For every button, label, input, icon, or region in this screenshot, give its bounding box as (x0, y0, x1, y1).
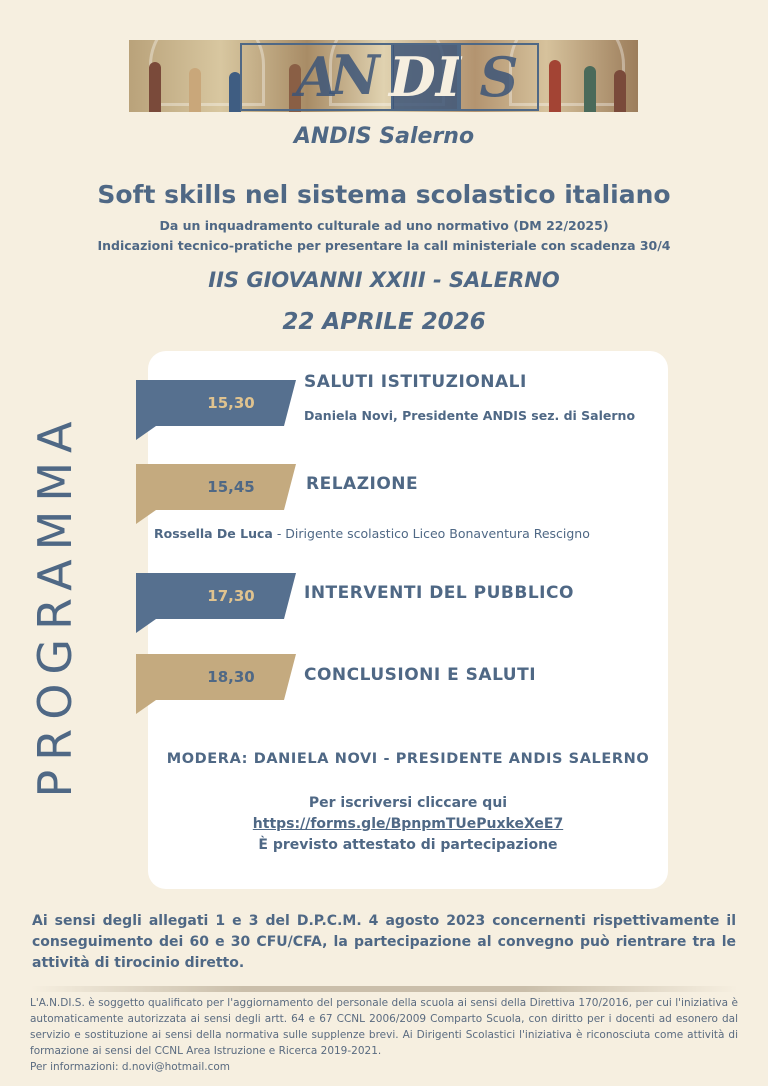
header-banner (129, 40, 638, 112)
program-title-1: SALUTI ISTITUZIONALI (304, 372, 527, 392)
program-role-1: Daniela Novi, Presidente ANDIS sez. di Salerno (304, 408, 636, 423)
event-subtitle-2: Indicazioni tecnico-pratiche per presentare la call ministeriale con scadenza 30/4 (97, 238, 671, 253)
time-tag-4 (136, 654, 296, 714)
footer (30, 995, 738, 1075)
footer-text: L'A.N.DI.S. è soggetto qualificato per l'aggiornamento del personale della scuola ai sensi della Direttiva 170/2016, per cui l'iniziativa è automaticamente autorizzata ai sensi degli artt. 64 e 67 CCNL 2006/2009 Comparto Scuola, con diritto per i docenti ad esonero dal servizio e sostituzione ai sensi della normativa sulle supplenze brevi. Ai Dirigenti Scolastici l'iniziativa è riconosciuta come attività di formazione ai sensi del CCNL Area Istruzione e Ricerca 2019-2021. (30, 997, 738, 1057)
program-speaker-line-2 (154, 526, 590, 541)
programma-label: PROGRAMMA (28, 412, 82, 798)
logo-letter-s: S (459, 43, 539, 111)
registration-prompt: Per iscriversi cliccare qui (308, 795, 508, 811)
certificate-note: È previsto attestato di partecipazione (258, 837, 558, 853)
tirocinio-notice: Ai sensi degli allegati 1 e 3 del D.P.C.M. 4 agosto 2023 concernenti rispettivamente il conseguimento dei 60 e 30 CFU/CFA, la partecipazione al convegno può rientrare tra le attività di tirocinio diretto. (32, 913, 736, 971)
event-place: IIS GIOVANNI XXIII - SALERNO (208, 268, 560, 292)
program-title-3: INTERVENTI DEL PUBBLICO (304, 583, 574, 603)
moderator: MODERA: DANIELA NOVI - PRESIDENTE ANDIS SALERNO (166, 751, 650, 767)
logo-letter-n: N (330, 43, 380, 107)
logo-letter-a: A (240, 43, 394, 111)
event-subtitle-1: Da un inquadramento culturale ad uno normativo (DM 22/2025) (159, 218, 609, 233)
program-time-3: 17,30 (207, 587, 255, 605)
time-tag-3 (136, 573, 296, 633)
program-role-2: - Dirigente scolastico Liceo Bonaventura Rescigno (272, 526, 590, 541)
event-date: 22 APRILE 2026 (282, 309, 486, 335)
program-time-1: 15,30 (207, 394, 255, 412)
event-title: Soft skills nel sistema scolastico italiano (97, 180, 671, 209)
program-speaker-2: Rossella De Luca (154, 526, 273, 541)
footer-contact: Per informazioni: d.novi@hotmail.com (30, 1061, 231, 1073)
program-title-4: CONCLUSIONI E SALUTI (304, 665, 537, 685)
time-tag-2 (136, 464, 296, 524)
program-title-2: RELAZIONE (306, 474, 419, 494)
time-tag-1 (136, 380, 296, 440)
organization-name: ANDIS Salerno (293, 124, 475, 149)
footer-divider (30, 986, 738, 992)
registration-link[interactable]: https://forms.gle/BpnpmTUePuxkeXeE7 (252, 816, 564, 832)
logo-letter-di: DI (388, 45, 462, 109)
program-time-4: 18,30 (207, 668, 255, 686)
program-time-2: 15,45 (207, 478, 255, 496)
